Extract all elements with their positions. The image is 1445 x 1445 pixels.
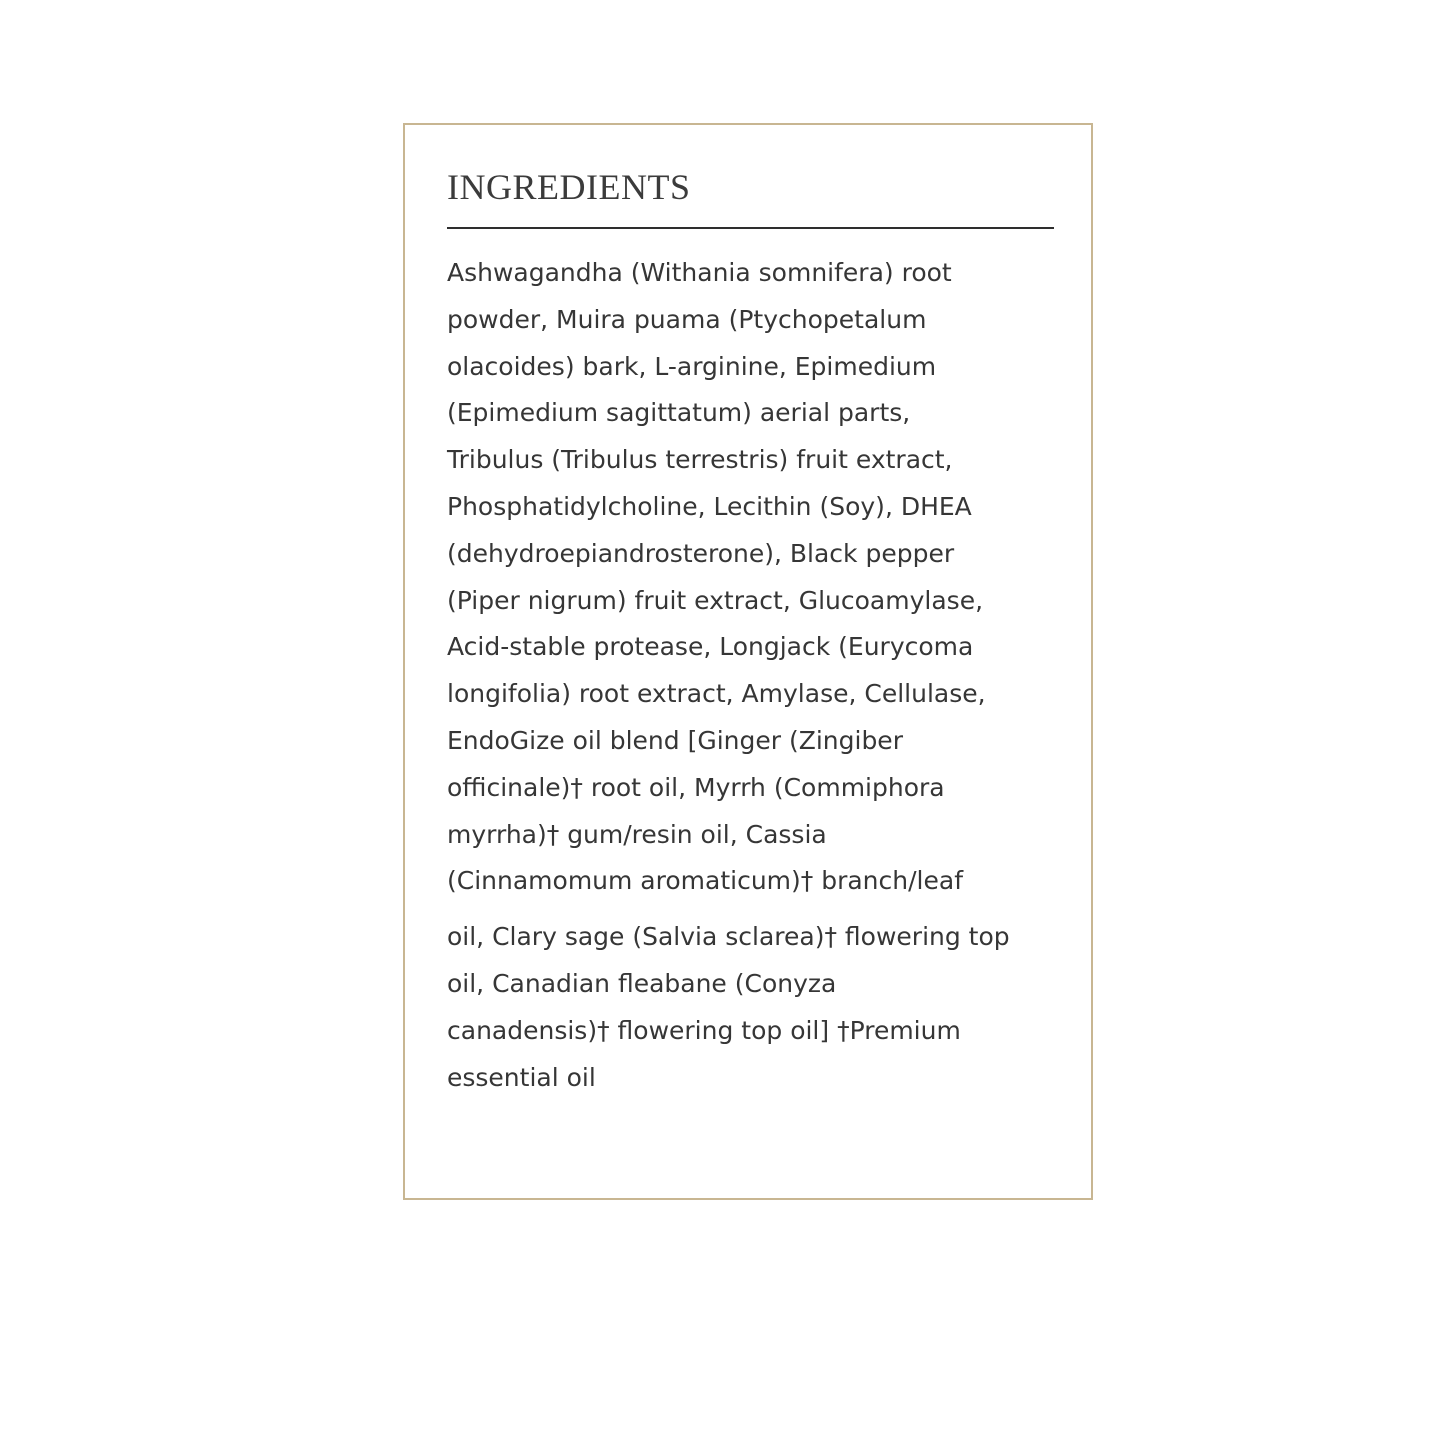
ingredients-line: oil, Clary sage (Salvia sclarea)† flowering top	[447, 922, 1010, 952]
ingredients-line: Phosphatidylcholine, Lecithin (Soy), DHEA	[447, 491, 972, 521]
ingredients-line: longifolia) root extract, Amylase, Cellulase,	[447, 679, 986, 709]
ingredients-line: powder, Muira puama (Ptychopetalum	[447, 304, 927, 334]
ingredients-card	[403, 123, 1093, 1200]
ingredients-line: (Piper nigrum) fruit extract, Glucoamylase,	[447, 585, 984, 615]
ingredients-line: Ashwagandha (Withania somnifera) root	[447, 258, 952, 287]
ingredients-list	[447, 250, 1059, 1101]
ingredients-line: essential oil	[447, 1062, 596, 1092]
ingredients-line: oil, Canadian fleabane (Conyza	[447, 968, 837, 998]
ingredients-line: officinale)† root oil, Myrrh (Commiphora	[447, 772, 945, 802]
ingredients-line: EndoGize oil blend [Ginger (Zingiber	[447, 725, 903, 755]
ingredients-line: canadensis)† flowering top oil] †Premium	[447, 1015, 961, 1045]
ingredients-line: (Epimedium sagittatum) aerial parts,	[447, 398, 911, 428]
ingredients-line: myrrha)† gum/resin oil, Cassia	[447, 819, 827, 849]
ingredients-line: (dehydroepiandrosterone), Black pepper	[447, 538, 955, 568]
ingredients-line: Acid-stable protease, Longjack (Eurycoma	[447, 632, 974, 662]
ingredients-heading: INGREDIENTS	[447, 167, 691, 207]
heading-divider	[447, 227, 1054, 229]
ingredients-line: Tribulus (Tribulus terrestris) fruit extract,	[447, 445, 953, 475]
ingredients-line: (Cinnamomum aromaticum)† branch/leaf	[447, 866, 963, 896]
ingredients-line: olacoides) bark, L-arginine, Epimedium	[447, 351, 937, 381]
